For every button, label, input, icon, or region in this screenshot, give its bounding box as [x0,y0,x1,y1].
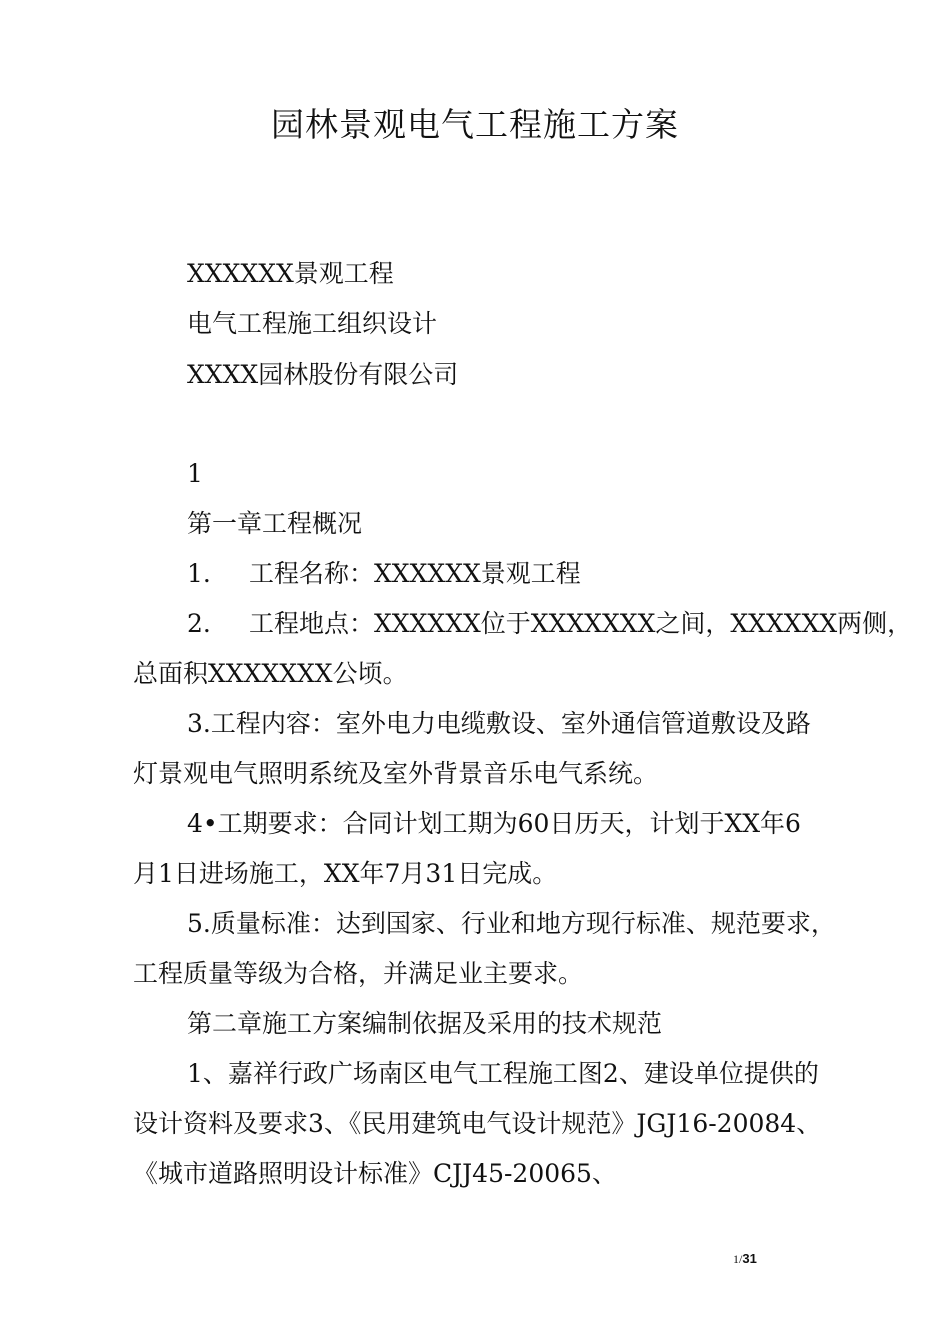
page-total: 31 [742,1251,757,1266]
chapter2-heading: 第二章施工方案编制依据及采用的技术规范 [187,1009,663,1038]
item2-number: 2. [187,609,211,638]
chapter1-heading: 第一章工程概况 [187,509,363,538]
item2-text-line1: 工程地点：XXXXXX位于XXXXXXX之间，XXXXXX两侧， [249,609,913,638]
item4-line1: 4•工期要求：合同计划工期为60日历天，计划于XX年6 [187,809,801,838]
section-number: 1 [187,459,203,488]
item5-line1: 5.质量标准：达到国家、行业和地方现行标准、规范要求， [187,909,836,938]
chapter2-basis-line3: 《城市道路照明设计标准》CJJ45-20065、 [133,1159,617,1188]
item1-number: 1. [187,559,211,588]
item3-line2: 灯景观电气照明系统及室外背景音乐电气系统。 [133,759,659,788]
item5-line2: 工程质量等级为合格，并满足业主要求。 [133,959,584,988]
item4-line2: 月1日进场施工，XX年7月31日完成。 [133,859,558,888]
item1-text: 工程名称：XXXXXX景观工程 [249,559,581,588]
page-number [733,1251,757,1267]
item2-text-line2: 总面积XXXXXXX公顷。 [133,659,408,688]
page-current: 1/ [733,1252,743,1266]
cover-design-title: 电气工程施工组织设计 [187,309,438,338]
chapter1-item2 [187,606,912,642]
document-title: 园林景观电气工程施工方案 [271,105,679,144]
chapter2-basis-line2: 设计资料及要求3、《民用建筑电气设计规范》JGJ16-20084、 [133,1109,822,1138]
cover-company: XXXX园林股份有限公司 [187,360,459,389]
chapter1-item1 [187,556,581,592]
item3-line1: 3.工程内容：室外电力电缆敷设、室外通信管道敷设及路 [187,709,811,738]
chapter2-basis-line1: 1、嘉祥行政广场南区电气工程施工图2、建设单位提供的 [187,1059,819,1088]
cover-project-name: XXXXXX景观工程 [187,259,394,288]
